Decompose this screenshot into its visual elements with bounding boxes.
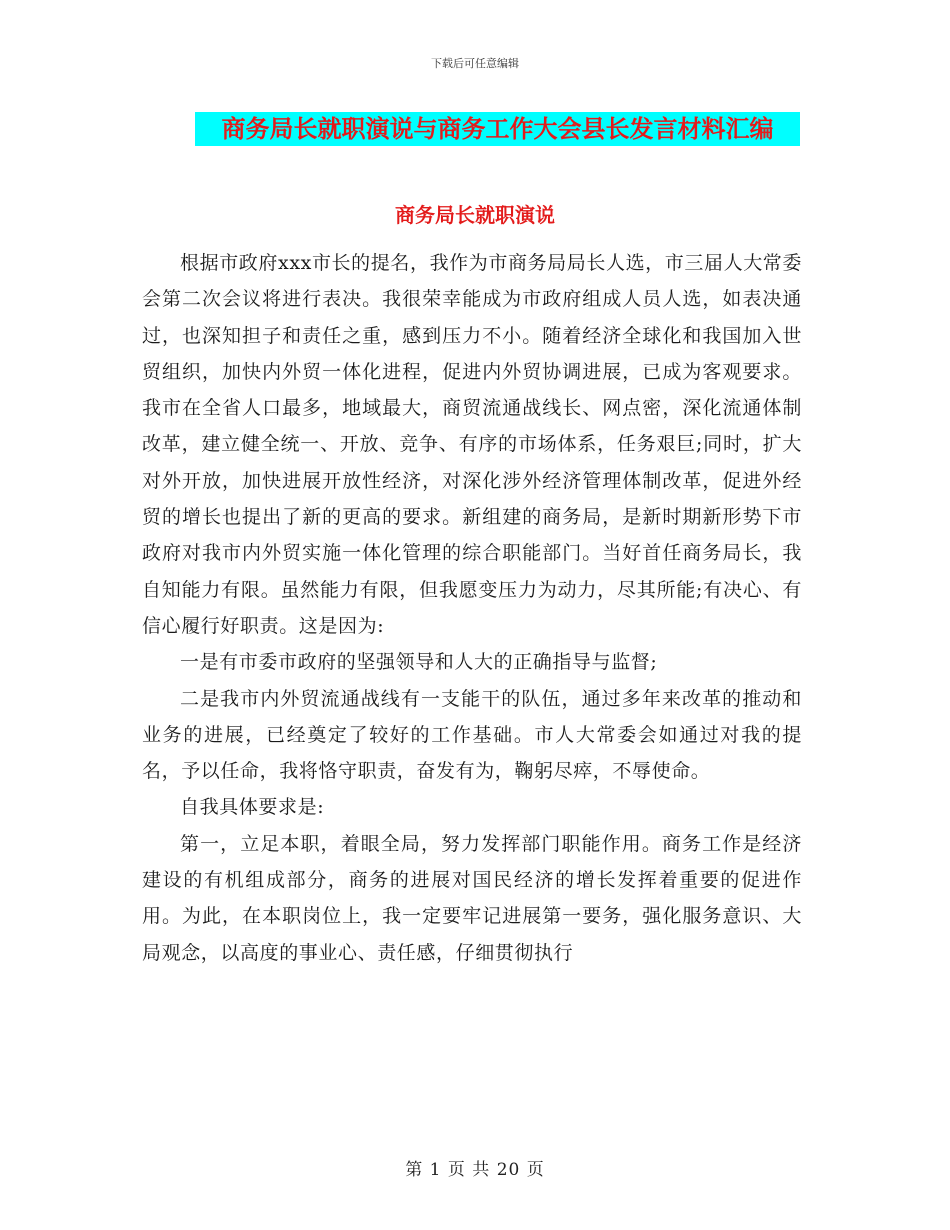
paragraph: 根据市政府xxx市长的提名，我作为市商务局局长人选，市三届人大常委会第二次会议将进行表决。我很荣幸能成为市政府组成人员人选，如表决通过，也深知担子和责任之重，感到压力不小。随着经济全球化和我国加入世贸组织，加快内外贸一体化进程，促进内外贸协调进展，已成为客观要求。我市在全省人口最多，地域最大，商贸流通战线长、网点密，深化流通体制改革，建立健全统一、开放、竞争、有序的市场体系，任务艰巨;同时，扩大对外开放，加快进展开放性经济，对深化涉外经济管理体制改革，促进外经贸的增长也提出了新的更高的要求。新组建的商务局，是新时期新形势下市政府对我市内外贸实施一体化管理的综合职能部门。当好首任商务局长，我自知能力有限。虽然能力有限，但我愿变压力为动力，尽其所能;有决心、有信心履行好职责。这是因为: bbox=[142, 252, 802, 637]
page-number: 第 1 页 共 20 页 bbox=[405, 1160, 545, 1180]
section-title: 商务局长就职演说 bbox=[395, 203, 555, 227]
body-text bbox=[142, 245, 802, 971]
document-title: 商务局长就职演说与商务工作大会县长发言材料汇编 bbox=[195, 112, 800, 146]
paragraph: 自我具体要求是: bbox=[180, 796, 325, 819]
header-note: 下载后可任意编辑 bbox=[431, 57, 519, 70]
paragraph: 一是有市委市政府的坚强领导和人大的正确指导与监督; bbox=[180, 651, 658, 674]
paragraph: 第一，立足本职，着眼全局，努力发挥部门职能作用。商务工作是经济建设的有机组成部分，商务的进展对国民经济的增长发挥着重要的促进作用。为此，在本职岗位上，我一定要牢记进展第一要务，强化服务意识、大局观念，以高度的事业心、责任感，仔细贯彻执行 bbox=[142, 832, 802, 964]
paragraph: 二是我市内外贸流通战线有一支能干的队伍，通过多年来改革的推动和业务的进展，已经奠定了较好的工作基础。市人大常委会如通过对我的提名，予以任命，我将恪守职责，奋发有为，鞠躬尽瘁，不辱使命。 bbox=[142, 687, 802, 783]
